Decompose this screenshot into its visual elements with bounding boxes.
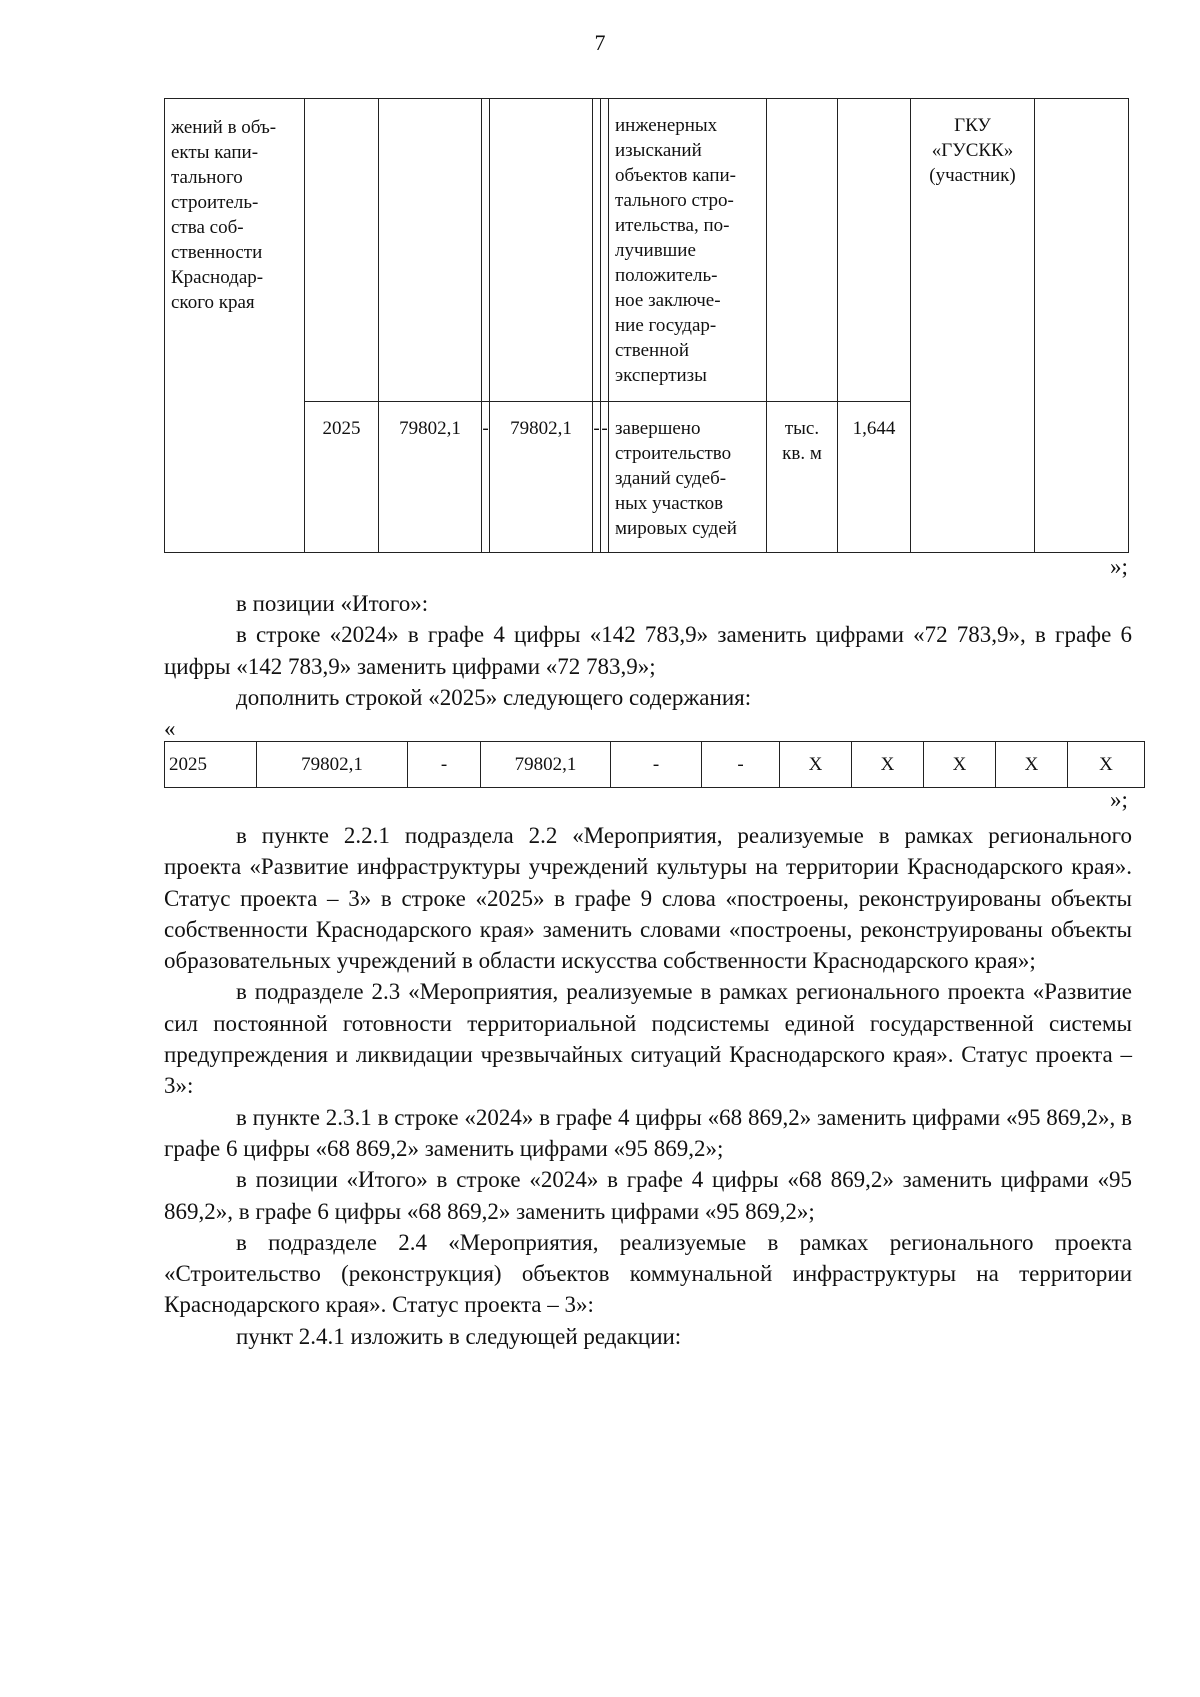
total-cell: X <box>996 742 1068 788</box>
empty-cell <box>838 99 911 402</box>
text-block-2 <box>164 820 1132 1352</box>
dash-cell: - <box>593 402 601 553</box>
regional-budget-cell: 79802,1 <box>490 402 593 553</box>
total-cell: X <box>1068 742 1145 788</box>
year-cell: 2025 <box>305 402 379 553</box>
total-cell: X <box>852 742 924 788</box>
project-table <box>164 98 1129 553</box>
total-year-cell: 2025 <box>165 742 257 788</box>
empty-cell <box>601 99 609 402</box>
total-cell: 79802,1 <box>481 742 611 788</box>
result-text: инженерных изысканий объектов капи- тального стро- ительства, по- лучившие положитель- ное заключе- ние государ- ственной экспертизы <box>615 115 736 386</box>
empty-cell <box>379 99 482 402</box>
event-name-cell <box>165 99 305 553</box>
unit-text: тыс. кв. м <box>782 418 822 464</box>
paragraph: пункт 2.4.1 изложить в следующей редакции: <box>236 1323 682 1349</box>
result-text: завершено строительство зданий судеб- ных участков мировых судей <box>615 418 737 539</box>
page-number: 7 <box>594 30 606 55</box>
empty-cell <box>305 99 379 402</box>
paragraph: в пункте 2.2.1 подраздела 2.2 «Мероприятия, реализуемые в рамках регионального проекта «Развитие инфраструктуры учреждений культуры на территории Краснодарского края». Статус проекта – 3» в строке «2025» в графе 9 слова «построены, реконструированы объекты собственности Краснодарского края» заменить словами «построены, реконструированы объекты образовательных учреждений в области искусства собственности Краснодарского края»; <box>164 823 1132 974</box>
paragraph: в позиции «Итого»: <box>236 591 429 616</box>
paragraph: в подразделе 2.4 «Мероприятия, реализуемые в рамках регионального проекта «Строительство (реконструкция) объектов коммунальной инфраструктуры на территории Краснодарского края». Статус проекта – 3»: <box>164 1229 1132 1318</box>
paragraph: в позиции «Итого» в строке «2024» в графе 4 цифры «68 869,2» заменить цифрами «95 869,2», в графе 6 цифры «68 869,2» заменить цифрами «95 869,2»; <box>164 1167 1132 1224</box>
empty-cell <box>490 99 593 402</box>
total-cell: 79802,1 <box>379 402 482 553</box>
paragraph: в пункте 2.3.1 в строке «2024» в графе 4 цифры «68 869,2» заменить цифрами «95 869,2», в графе 6 цифры «68 869,2» заменить цифрами «95 869,2»; <box>164 1104 1132 1161</box>
result-cell <box>609 402 767 553</box>
paragraph: в строке «2024» в графе 4 цифры «142 783,9» заменить цифрами «72 783,9», в графе 6 цифры «142 783,9» заменить цифрами «72 783,9»; <box>164 622 1132 679</box>
dash-cell: - <box>482 402 490 553</box>
total-cell: - <box>408 742 481 788</box>
total-sum-cell: 79802,1 <box>257 742 408 788</box>
participant-text: ГКУ «ГУСКК» (участник) <box>929 115 1016 186</box>
result-cell <box>609 99 767 402</box>
total-cell: - <box>702 742 780 788</box>
paragraph: дополнить строкой «2025» следующего содержания: <box>236 684 752 710</box>
unit-cell <box>767 402 838 553</box>
close-quote: »; <box>1110 787 1128 812</box>
event-name-text: жений в объ- екты капи- тального строитель- ства соб- ственности Краснодар- ского края <box>171 117 277 313</box>
empty-cell <box>593 99 601 402</box>
text-block-1 <box>164 588 1132 713</box>
open-quote: « <box>164 716 176 741</box>
total-cell: X <box>924 742 996 788</box>
total-row-table <box>164 741 1145 788</box>
participant-cell <box>911 99 1035 553</box>
dash-cell: - <box>601 402 609 553</box>
total-cell: X <box>780 742 852 788</box>
paragraph: в подразделе 2.3 «Мероприятия, реализуемые в рамках регионального проекта «Развитие сил постоянной готовности территориальной подсистемы единой государственной системы предупреждения и ликвидации чрезвычайных ситуаций Краснодарского края». Статус проекта – 3»: <box>164 979 1132 1099</box>
empty-cell <box>767 99 838 402</box>
empty-cell <box>1035 99 1129 553</box>
close-quote: »; <box>1110 554 1128 579</box>
empty-cell <box>482 99 490 402</box>
value-cell: 1,644 <box>838 402 911 553</box>
total-cell: - <box>611 742 702 788</box>
